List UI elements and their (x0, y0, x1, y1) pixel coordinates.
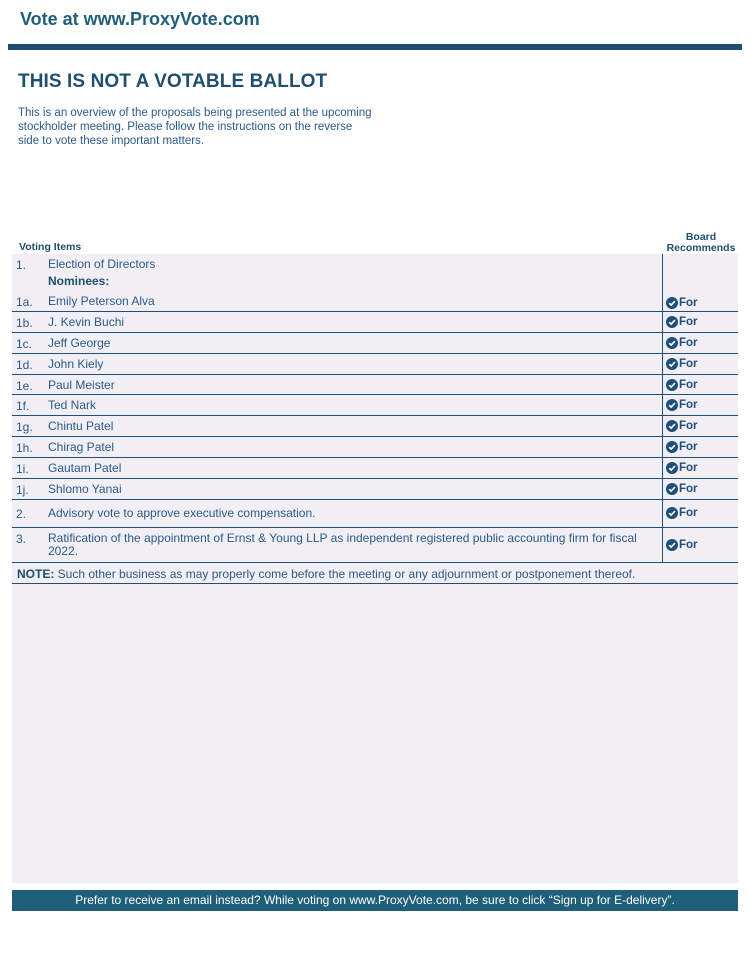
check-circle-icon (666, 358, 678, 370)
item-number: 1d. (16, 357, 33, 372)
nominee-row (12, 479, 738, 500)
check-circle-icon (666, 399, 678, 411)
check-circle-icon (666, 441, 678, 453)
board-recommendation (666, 483, 698, 495)
item-number: 1g. (16, 420, 33, 435)
recommends-label: Recommends (666, 242, 736, 254)
nominee-row (12, 333, 738, 354)
item-number: 1. (16, 258, 27, 272)
note (17, 567, 635, 581)
item-number: 1i. (16, 461, 29, 476)
row-separator (12, 562, 738, 563)
nominee-row (12, 312, 738, 333)
voting-items-header: Voting Items (19, 241, 82, 253)
nominee-row (12, 354, 738, 375)
board-recommendation (666, 507, 698, 519)
check-circle-icon (666, 483, 678, 495)
edelivery-banner: Prefer to receive an email instead? While voting on www.ProxyVote.com, be sure to click “Sign up for E-delivery”. (12, 890, 738, 911)
item-number: 1e. (16, 378, 33, 393)
recommendation-label: For (679, 336, 698, 349)
board-recommendation (666, 297, 698, 309)
item-number: 2. (16, 507, 27, 521)
recommendation-label: For (679, 420, 698, 433)
nominee-name: Jeff George (48, 335, 111, 350)
recommendation-label: For (679, 441, 698, 454)
check-circle-icon (666, 462, 678, 474)
board-recommendation (666, 441, 698, 453)
note-separator (12, 583, 738, 584)
check-circle-icon (666, 337, 678, 349)
board-recommendation (666, 420, 698, 432)
nominee-row (12, 458, 738, 479)
board-recommendation (666, 316, 698, 328)
recommendation-label: For (679, 507, 698, 519)
board-recommendation (666, 539, 698, 551)
item-number: 3. (16, 532, 27, 546)
nominee-name: Gautam Patel (48, 460, 122, 475)
nominee-row (12, 416, 738, 437)
note-text: Such other business as may properly come before the meeting or any adjournment or postponement thereof. (54, 567, 636, 581)
recommendation-label: For (679, 399, 698, 412)
item-number: 1h. (16, 441, 33, 456)
item-2-row (12, 500, 738, 528)
site-header: Vote at www.ProxyVote.com (20, 9, 260, 29)
board-label: Board (685, 231, 717, 243)
board-recommends-header (663, 232, 739, 254)
check-circle-icon (666, 539, 678, 551)
nominee-row (12, 395, 738, 416)
item-number: 1a. (16, 295, 33, 309)
board-recommendation (666, 399, 698, 411)
page-title: THIS IS NOT A VOTABLE BALLOT (18, 71, 328, 92)
check-circle-icon (666, 420, 678, 432)
item-text: Ratification of the appointment of Ernst & Young LLP as independent registered public accounting firm for fiscal 2022. (48, 531, 637, 558)
recommendation-label: For (679, 357, 698, 370)
item-1-row (12, 258, 738, 294)
nominee-name: John Kiely (48, 356, 104, 371)
nominee-name: Emily Peterson Alva (48, 294, 155, 308)
item-3-row (12, 528, 738, 563)
board-recommendation (666, 358, 698, 370)
item-text: Election of Directors (48, 257, 156, 271)
recommendation-label: For (679, 461, 698, 474)
item-number: 1b. (16, 316, 33, 330)
board-recommendation (666, 462, 698, 474)
nominee-name: Paul Meister (48, 377, 115, 392)
check-circle-icon (666, 379, 678, 391)
item-number: 1c. (16, 336, 33, 351)
nominee-name: Shlomo Yanai (48, 481, 122, 496)
nominee-name: Chirag Patel (48, 440, 115, 455)
nominee-row (12, 437, 738, 458)
recommendation-label: For (679, 539, 698, 551)
board-recommendation (666, 337, 698, 349)
nominee-row (12, 294, 738, 312)
check-circle-icon (666, 297, 678, 309)
nominee-row (12, 375, 738, 396)
recommendation-label: For (679, 316, 698, 328)
item-number: 1f. (16, 399, 30, 414)
nominees-label: Nominees: (48, 274, 110, 288)
recommendation-label: For (679, 378, 698, 391)
recommendation-label: For (679, 482, 698, 495)
check-circle-icon (666, 316, 678, 328)
board-recommendation (666, 379, 698, 391)
header-rule (8, 44, 742, 50)
recommendation-label: For (679, 297, 698, 309)
nominee-name: J. Kevin Buchi (48, 315, 125, 329)
nominee-name: Chintu Patel (48, 419, 114, 434)
note-label: NOTE: (17, 567, 55, 581)
check-circle-icon (666, 507, 678, 519)
item-text: Advisory vote to approve executive compensation. (48, 506, 316, 520)
intro-text: This is an overview of the proposals being presented at the upcoming stockholder meeting. Please follow the instructions on the reverse side to vote these important matters. (18, 107, 372, 147)
item-number: 1j. (16, 482, 29, 497)
nominee-name: Ted Nark (48, 398, 97, 413)
